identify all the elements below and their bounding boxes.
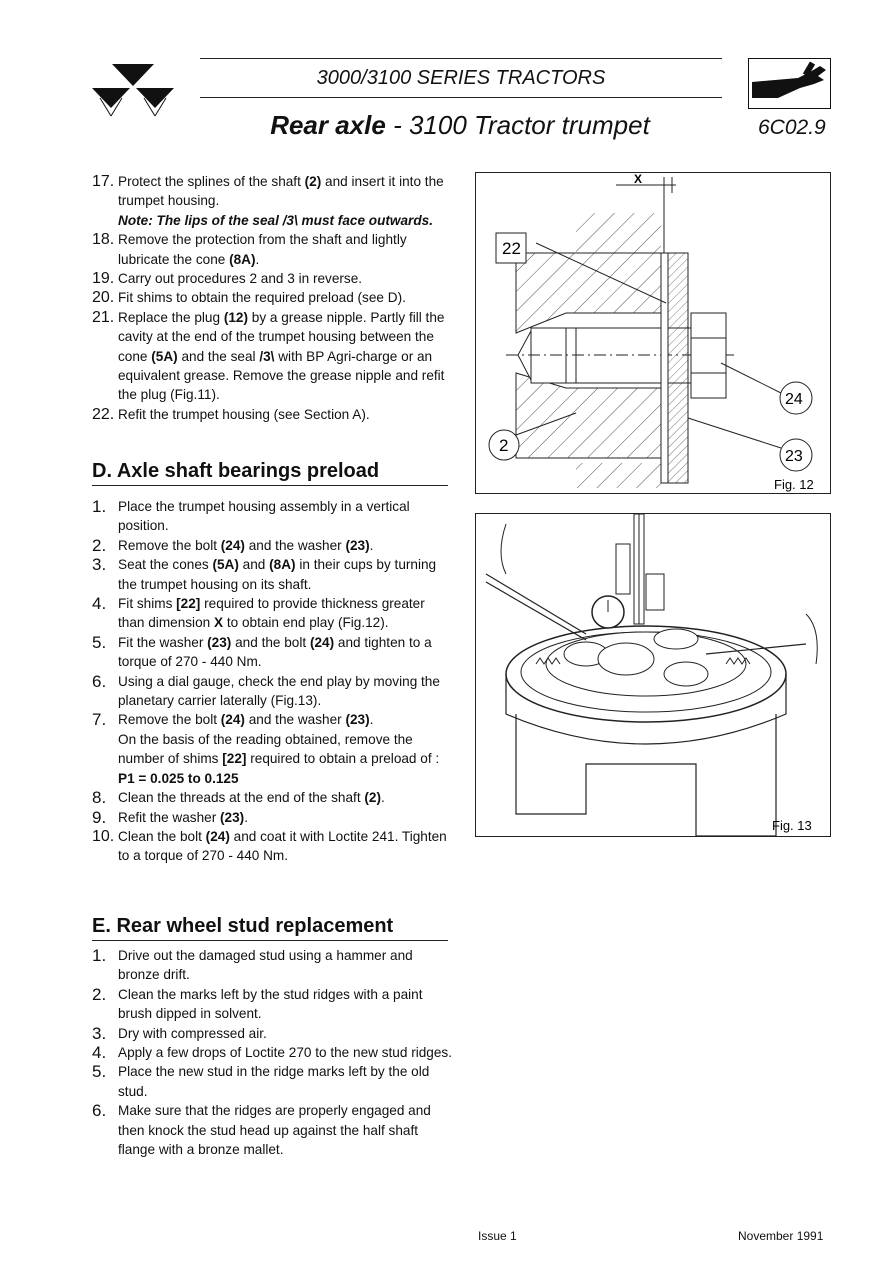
list-item — [92, 536, 452, 555]
list-item — [92, 1101, 452, 1159]
list-item-text: Fit shims to obtain the required preload (see D). — [118, 290, 406, 306]
list-item — [92, 308, 452, 405]
list-item-text: Protect the splines of the shaft (2) and insert it into the trumpet housing. Note: The lips of the seal /3\ must face outwards. — [118, 174, 444, 228]
list-item-text: Clean the marks left by the stud ridges with a paint brush dipped in solvent. — [118, 986, 423, 1022]
list-item-number: 3. — [92, 1023, 107, 1043]
section-d-list — [92, 497, 452, 866]
wrench-hand-icon — [748, 58, 832, 110]
list-item-text: Remove the bolt (24) and the washer (23). On the basis of the reading obtained, remove the number of shims [22] required to obtain a preload of : P1 = 0.025 to 0.125 — [118, 712, 440, 786]
list-item — [92, 827, 452, 866]
series-header: 3000/3100 SERIES TRACTORS — [200, 58, 722, 98]
list-item — [92, 230, 452, 269]
list-item — [92, 672, 452, 711]
fig13-caption: Fig. 13 — [772, 818, 812, 833]
fig12-label-22: 22 — [502, 239, 521, 258]
list-item-number: 17. — [92, 173, 115, 190]
list-item-number: 10. — [92, 827, 115, 845]
section-e-list — [92, 946, 452, 1159]
fig12-label-23: 23 — [785, 448, 803, 465]
fig12-label-24: 24 — [785, 391, 803, 408]
list-item-number: 2. — [92, 984, 107, 1004]
list-item-text: Carry out procedures 2 and 3 in reverse. — [118, 271, 363, 287]
fig12-label-x: X — [634, 173, 643, 186]
steps-top-list — [92, 172, 452, 424]
list-item-number: 22. — [92, 405, 115, 423]
list-item-number: 3. — [92, 555, 107, 575]
list-item-text: Clean the threads at the end of the shaft (2). — [118, 790, 385, 806]
list-item — [92, 788, 452, 807]
list-item — [92, 808, 452, 827]
list-item — [92, 594, 452, 633]
list-item-number: 9. — [92, 807, 107, 827]
list-item-number: 5. — [92, 632, 107, 652]
page-code: 6C02.9 — [758, 116, 826, 139]
list-item-text: Refit the washer (23). — [118, 809, 248, 825]
list-item-number: 4. — [92, 594, 107, 614]
list-item-number: 5. — [92, 1062, 107, 1082]
list-item-text: Fit the washer (23) and the bolt (24) and tighten to a torque of 270 - 440 Nm. — [118, 634, 432, 670]
list-item-text: Replace the plug (12) by a grease nipple. Partly fill the cavity at the end of the trumpet housing between the cone (5A) and the seal /3\ with BP Agri-charge or an equivalent grease. Remove the grease nipple and refit the plug (Fig.11). — [118, 309, 445, 403]
list-item-number: 1. — [92, 946, 107, 965]
footer-date: November 1991 — [738, 1229, 824, 1243]
list-item-number: 21. — [92, 308, 115, 326]
fig12-label-2: 2 — [499, 436, 509, 455]
list-item-number: 2. — [92, 535, 107, 555]
section-d-heading: D. Axle shaft bearings preload — [92, 460, 448, 486]
list-item — [92, 985, 452, 1024]
list-item-number: 7. — [92, 710, 107, 730]
list-item — [92, 288, 452, 307]
fig13-drawing — [476, 514, 830, 836]
list-item-text: Dry with compressed air. — [118, 1025, 267, 1041]
list-item-number: 6. — [92, 671, 107, 691]
list-item-number: 4. — [92, 1043, 107, 1063]
list-item-number: 19. — [92, 270, 115, 288]
list-item-text: Remove the protection from the shaft and lightly lubricate the cone (8A). — [118, 232, 407, 267]
list-item — [92, 497, 452, 536]
list-item — [92, 172, 452, 230]
list-item-number: 20. — [92, 289, 115, 307]
list-item-text: Drive out the damaged stud using a hammer and bronze drift. — [118, 948, 413, 983]
list-item-number: 6. — [92, 1101, 107, 1121]
list-item — [92, 1024, 452, 1043]
fig12-caption: Fig. 12 — [774, 477, 814, 492]
list-item — [92, 946, 452, 985]
list-item-text: Seat the cones (5A) and (8A) in their cups by turning the trumpet housing on its shaft. — [118, 557, 437, 592]
list-item-text: Remove the bolt (24) and the washer (23). — [118, 537, 374, 553]
list-item — [92, 633, 452, 672]
list-item-text: Using a dial gauge, check the end play by moving the planetary carrier laterally (Fig.13). — [118, 673, 440, 709]
section-e-heading: E. Rear wheel stud replacement — [92, 915, 448, 941]
list-item-text: Refit the trumpet housing (see Section A). — [118, 406, 370, 422]
footer-issue: Issue 1 — [478, 1229, 517, 1243]
list-item-number: 18. — [92, 231, 115, 249]
page-title: Rear axle - 3100 Tractor trumpet — [270, 110, 650, 140]
list-item-number: 1. — [92, 497, 107, 516]
massey-ferguson-logo — [92, 62, 176, 122]
list-item — [92, 405, 452, 424]
list-item — [92, 269, 452, 288]
figure-13 — [475, 513, 831, 837]
fig12-drawing — [476, 173, 830, 493]
list-item-text: Make sure that the ridges are properly engaged and then knock the stud head up against the half shaft flange with a bronze mallet. — [118, 1103, 431, 1158]
list-item-text: Fit shims [22] required to provide thickness greater than dimension X to obtain end play (Fig.12). — [118, 596, 425, 631]
figure-12 — [475, 172, 831, 494]
list-item — [92, 1062, 452, 1101]
list-item-text: Place the new stud in the ridge marks left by the old stud. — [118, 1064, 430, 1099]
list-item-text: Place the trumpet housing assembly in a vertical position. — [118, 499, 410, 534]
list-item-text: Clean the bolt (24) and coat it with Loctite 241. Tighten to a torque of 270 - 440 Nm. — [118, 828, 447, 864]
list-item-number: 8. — [92, 788, 107, 808]
list-item — [92, 1043, 452, 1062]
list-item — [92, 710, 452, 788]
list-item — [92, 555, 452, 594]
list-item-text: Apply a few drops of Loctite 270 to the new stud ridges. — [118, 1045, 453, 1061]
